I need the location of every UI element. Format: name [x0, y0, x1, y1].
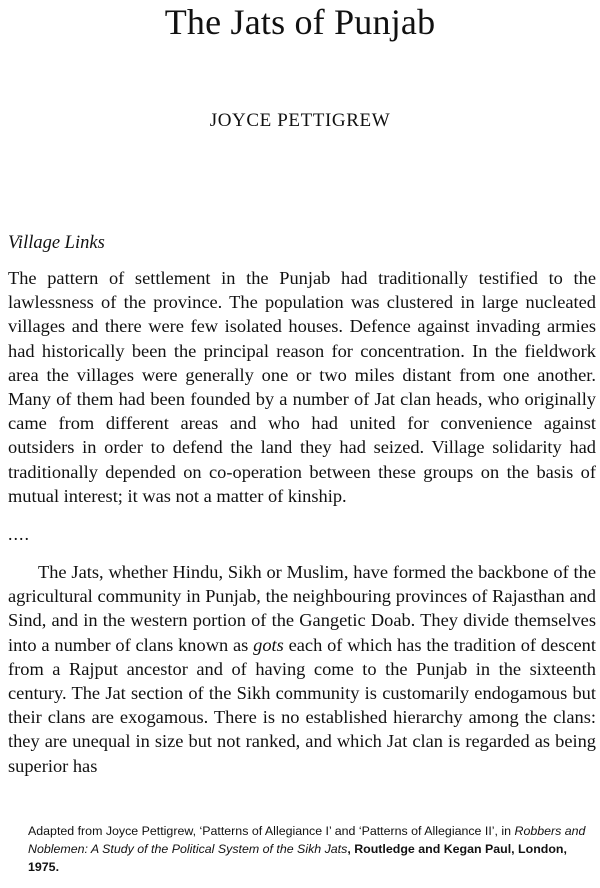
paragraph-jats-text-1: The Jats, whether Hindu, Sikh or Muslim, have formed the backbone of the agricultural community in Punjab, the neighbouring provinces of Rajasthan and Sind, and in the western portion of the Gangetic Doab. They divide themselves into a number of clans known as [8, 562, 596, 655]
section-heading: Village Links [8, 233, 105, 253]
footnote-publisher: , Routledge and Kegan Paul, London, 1975. [28, 842, 567, 874]
document-title: The Jats of Punjab [164, 2, 436, 42]
paragraph-village-links: The pattern of settlement in the Punjab had traditionally testified to the lawlessness of the province. The population was clustered in large nucleated villages and there were few isolated houses. Defence against invading armies had historically been the principal reason for concentration. In the fieldwork area the villages were generally one or two miles distant from one another. Many of them had been founded by a number of Jat clan heads, who originally came from different areas and who had united for convenience against outsiders in order to defend the land they had seized. Village solidarity had traditionally depended on co-operation between these groups on the basis of mutual interest; it was not a matter of kinship. [8, 268, 596, 506]
source-footnote [28, 822, 598, 876]
footnote-book-title: Robbers and Noblemen: A Study of the Political System of the Sikh Jats [28, 824, 586, 856]
omission-ellipsis: .... [8, 524, 30, 544]
paragraph-jats-text-2: each of which has the tradition of descent from a Rajput ancestor and of having come to the Punjab in the sixteenth century. The Jat section of the Sikh community is customarily endogamous but their clans are exogamous. There is no established hierarchy among the clans: they are unequal in size but not ranked, and which Jat clan is regarded as being superior has [8, 634, 596, 776]
term-gots: gots [253, 634, 284, 655]
paragraph-jats [8, 560, 596, 778]
author-name: JOYCE PETTIGREW [209, 110, 391, 131]
footnote-prefix: Adapted from Joyce Pettigrew, ‘Patterns of Allegiance I’ and ‘Patterns of Allegiance II’, in [28, 824, 515, 838]
